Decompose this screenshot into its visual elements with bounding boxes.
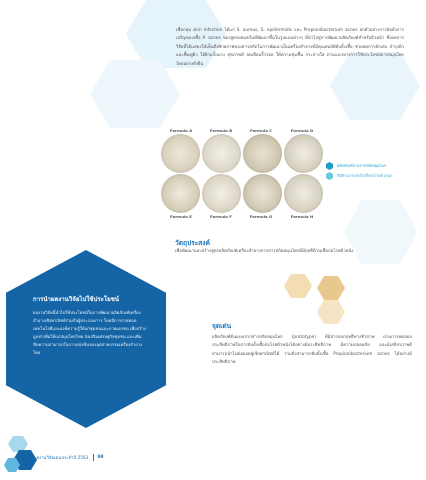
formula-label: Formula B	[209, 128, 233, 133]
decorative-gold-hexagons	[280, 274, 370, 334]
footer-title: ผลงานวิจัยเด่นประจำปี 2563	[34, 456, 89, 461]
page-number: 98	[97, 455, 104, 460]
formula-label: Formula F	[210, 214, 232, 219]
hexagon-icon	[326, 162, 333, 170]
legend-item	[326, 172, 392, 180]
footer-hexagons	[4, 436, 38, 476]
intro-paragraph: เชื้อกลุ่ม skin infection ได้แก่ S. aureus, S. epidermidis และ Propionibacterium acnes ยกตัวอย่างการยับยั้งการเจริญของเชื้อ P. acnes ของสูตรผสมครีมที่พัฒนาขึ้นในรูปแบบต่างๆ ที่นำไปสู่การพัฒนาผลิตภัณฑ์สำหรับผิวหน้า ซึ่งผลการวิจัยที่ได้แสดงให้เห็นถึงศักยภาพของสารสกัดในการพัฒนาเป็นเครื่องสำอางที่มีคุณสมบัติยับยั้งเชื้อ ช่วยลดการอักเสบ บำรุงผิว และฟื้นฟูผิว ให้ผิวแข็งแรง สุขภาพดี ลดเลือนริ้วรอย ให้ความชุ่มชื้น กระจ่างใส ตามแนวทางการใช้ประโยชน์จากสมุนไพรไทยอย่างยั่งยืน	[176, 28, 404, 67]
petri-dish-image	[243, 174, 282, 213]
formula-label: Formula C	[249, 128, 273, 133]
hexagon-icon	[326, 172, 333, 180]
formula-label: Formula E	[170, 214, 192, 219]
petri-dish-image	[284, 134, 323, 173]
footer	[34, 454, 104, 461]
formula-label: Formula G	[249, 214, 273, 219]
objective-heading: วัตถุประสงค์	[175, 239, 210, 247]
utilization-text: ผลงานวิจัยนี้นำไปใช้ประโยชน์ในการพัฒนาผลิตภัณฑ์เครื่องสำอางเชิงพาณิชย์ร่วมกับผู้ประกอบการ โดยมีการถ่ายทอดเทคโนโลยีและองค์ความรู้ให้แก่ชุมชนและภาคเอกชน เพื่อสร้างมูลค่าเพิ่มให้แก่สมุนไพรไทย ส่งเสริมเศรษฐกิจชุมชน และเพิ่มขีดความสามารถในการแข่งขันของอุตสาหกรรมเครื่องสำอางไทย	[33, 310, 146, 356]
petri-dish-image	[202, 174, 241, 213]
footer-divider	[93, 454, 94, 461]
petri-dish-image	[284, 174, 323, 213]
highlight-text: ผลิตภัณฑ์ต้นแบบจากสารสกัดสมุนไพร (prototype) ที่มีสารออกฤทธิ์ทางชีวภาพ ผ่านการทดสอบประสิทธิภาพในการยับยั้งเชื้อก่อโรคผิวหนังได้อย่างมีประสิทธิภาพ มีความปลอดภัย และมีเสถียรภาพดี สามารถนำไปต่อยอดสู่เชิงพาณิชย์ได้ รวมถึงสามารถยับยั้งเชื้อ Propionibacterium acnes ได้อย่างมีประสิทธิภาพ	[212, 335, 412, 366]
petri-dish-image	[161, 134, 200, 173]
petri-dish-image	[243, 134, 282, 173]
legend-item	[326, 162, 386, 170]
highlight-heading: จุดเด่น	[212, 322, 232, 330]
utilization-heading: การนำผลงานวิจัยไปใช้ประโยชน์	[33, 296, 120, 303]
formula-label: Formula H	[290, 214, 314, 219]
petri-dish-image	[161, 174, 200, 213]
formula-label: Formula A	[169, 128, 193, 133]
petri-dish-image	[202, 134, 241, 173]
legend-label: ผลิตภัณฑ์จากสารสกัดสมุนไพร	[337, 164, 386, 168]
legend-label: ที่มีศักยภาพยับยั้งเชื้อก่อโรคผิวหนัง	[337, 174, 392, 178]
objective-text: เพื่อพัฒนาและสร้างสูตรผลิตภัณฑ์เครื่องสำอางจากสารสกัดสมุนไพรที่มีฤทธิ์ต้านเชื้อก่อโรคผิวหนัง	[175, 249, 354, 254]
formula-label: Formula D	[290, 128, 314, 133]
